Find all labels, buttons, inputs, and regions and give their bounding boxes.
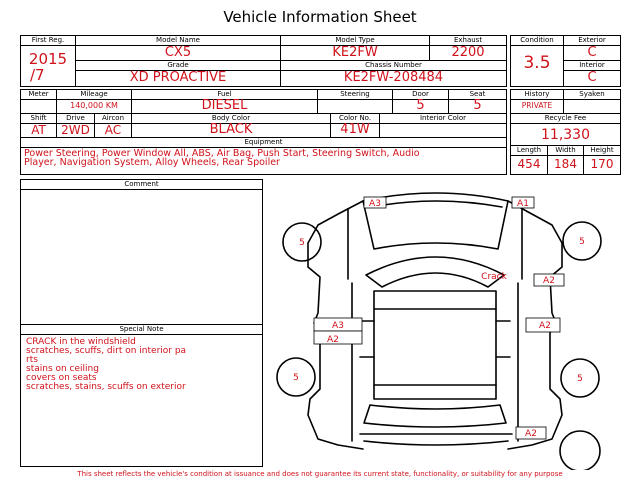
condition-value: 3.5 <box>523 53 551 73</box>
length-value: 454 <box>517 157 541 171</box>
color-no-label: Color No. <box>338 114 372 122</box>
mark-a2-crack: A2 <box>543 276 555 286</box>
fuel-label: Fuel <box>217 90 232 98</box>
color-no-cell <box>330 113 380 138</box>
equipment-cell <box>20 137 507 175</box>
history-value: PRIVATE <box>521 101 553 110</box>
chassis-number-value: KE2FW-208484 <box>343 70 444 85</box>
car-damage-diagram <box>260 179 640 470</box>
interior-color-label: Interior Color <box>419 114 467 122</box>
body-color-value: BLACK <box>209 122 253 137</box>
length-label: Length <box>516 146 542 154</box>
special-note-label: Special Note <box>119 325 164 333</box>
shift-cell <box>20 113 57 138</box>
special-note-line: stains on ceiling <box>26 364 99 374</box>
exhaust-value: 2200 <box>451 45 485 60</box>
first-reg-month: /7 <box>30 66 45 84</box>
drive-cell <box>56 113 95 138</box>
mark-five-front-left: 5 <box>299 238 305 248</box>
special-note-line: scratches, stains, scuffs on exterior <box>26 382 186 392</box>
mark-crack: Crack <box>481 272 507 282</box>
syaken-cell <box>563 89 621 114</box>
fuel-value: DIESEL <box>201 98 248 113</box>
comment-label: Comment <box>124 180 159 188</box>
length-cell <box>510 145 548 175</box>
history-cell <box>510 89 564 114</box>
steering-label: Steering <box>340 90 370 98</box>
height-cell <box>583 145 621 175</box>
body-color-label: Body Color <box>211 114 251 122</box>
condition-label: Condition <box>520 36 554 44</box>
recycle-fee-value: 11,330 <box>541 127 590 143</box>
seat-label: Seat <box>469 90 486 98</box>
spare-wheel <box>560 431 600 470</box>
equipment-label: Equipment <box>244 138 283 146</box>
height-label: Height <box>590 146 614 154</box>
history-label: History <box>524 90 550 98</box>
interior-value: C <box>587 70 597 85</box>
door-value: 5 <box>416 98 425 113</box>
mark-a3-top: A3 <box>369 199 381 209</box>
drive-label: Drive <box>66 114 85 122</box>
color-no-value: 41W <box>340 122 370 137</box>
equipment-line-1: Power Steering, Power Window All, ABS, Air Bag, Push Start, Steering Switch, Audio <box>24 148 420 159</box>
meter-cell <box>20 89 57 114</box>
mark-five-front-right: 5 <box>579 237 585 247</box>
interior-color-cell <box>379 113 507 138</box>
rear-bumper <box>364 441 508 445</box>
steering-cell <box>317 89 393 114</box>
aircon-label: Aircon <box>101 114 125 122</box>
chassis-number-cell <box>280 60 507 87</box>
aircon-cell <box>94 113 132 138</box>
mark-five-rear-left: 5 <box>293 373 299 383</box>
grade-cell <box>75 60 281 87</box>
page-title: Vehicle Information Sheet <box>223 8 417 26</box>
body-color-cell <box>131 113 331 138</box>
exterior-label: Exterior <box>578 36 606 44</box>
grade-label: Grade <box>167 61 189 69</box>
mark-a2-left: A2 <box>327 335 339 345</box>
recycle-fee-label: Recycle Fee <box>544 114 587 122</box>
first-reg-label: First Reg. <box>31 36 65 44</box>
aircon-value: AC <box>104 123 122 137</box>
recycle-fee-cell <box>510 113 621 146</box>
mark-a2-right: A2 <box>539 321 551 331</box>
mark-five-rear-right: 5 <box>577 374 583 384</box>
special-note-line: covers on seats <box>26 373 97 383</box>
first-reg-cell <box>20 35 76 87</box>
model-name-cell <box>75 35 281 61</box>
exterior-cell <box>563 35 621 61</box>
condition-cell <box>510 35 564 87</box>
model-type-label: Model Type <box>335 36 375 44</box>
door-label: Door <box>412 90 429 98</box>
shift-value: AT <box>31 123 46 137</box>
model-type-cell <box>280 35 430 61</box>
special-note-line: CRACK in the windshield <box>26 337 136 347</box>
meter-label: Meter <box>28 90 49 98</box>
first-reg-year: 2015 <box>28 50 68 68</box>
fuel-cell <box>131 89 318 114</box>
exhaust-label: Exhaust <box>453 36 483 44</box>
rear-window <box>364 405 506 427</box>
interior-label: Interior <box>579 61 605 69</box>
chassis-number-label: Chassis Number <box>365 61 422 69</box>
width-label: Width <box>555 146 576 154</box>
mark-a2-bottom: A2 <box>525 429 537 439</box>
equipment-line-2: Player, Navigation System, Alloy Wheels, Rear Spoiler <box>24 157 280 168</box>
interior-cell <box>563 60 621 87</box>
mark-a1-top: A1 <box>517 199 529 209</box>
exhaust-cell <box>429 35 507 61</box>
special-note-line: scratches, scuffs, dirt on interior pa <box>26 346 187 356</box>
hood-inner <box>371 201 502 207</box>
mileage-cell <box>56 89 132 114</box>
special-note-line: rts <box>26 355 38 365</box>
model-name-value: CX5 <box>164 45 192 60</box>
grade-value: XD PROACTIVE <box>129 70 227 85</box>
height-value: 170 <box>590 157 614 171</box>
comment-box <box>20 179 263 325</box>
shift-label: Shift <box>30 114 47 122</box>
cabin-outline <box>374 291 496 399</box>
width-cell <box>547 145 584 175</box>
syaken-label: Syaken <box>579 90 605 98</box>
model-type-value: KE2FW <box>332 45 378 60</box>
special-note-box <box>20 324 263 467</box>
disclaimer-footer: This sheet reflects the vehicle's condition at issuance and does not guarantee its current state, functionality, or suitability for any purpose <box>77 470 563 478</box>
width-value: 184 <box>554 157 577 171</box>
model-name-label: Model Name <box>156 36 200 44</box>
mark-a3-left: A3 <box>332 321 344 331</box>
exterior-value: C <box>587 45 597 60</box>
mileage-value: 140,000 KM <box>70 101 118 110</box>
drive-value: 2WD <box>61 123 90 137</box>
right-door-edge <box>496 321 510 357</box>
door-cell <box>392 89 449 114</box>
seat-cell <box>448 89 507 114</box>
mileage-label: Mileage <box>80 90 108 98</box>
seat-value: 5 <box>473 98 482 113</box>
